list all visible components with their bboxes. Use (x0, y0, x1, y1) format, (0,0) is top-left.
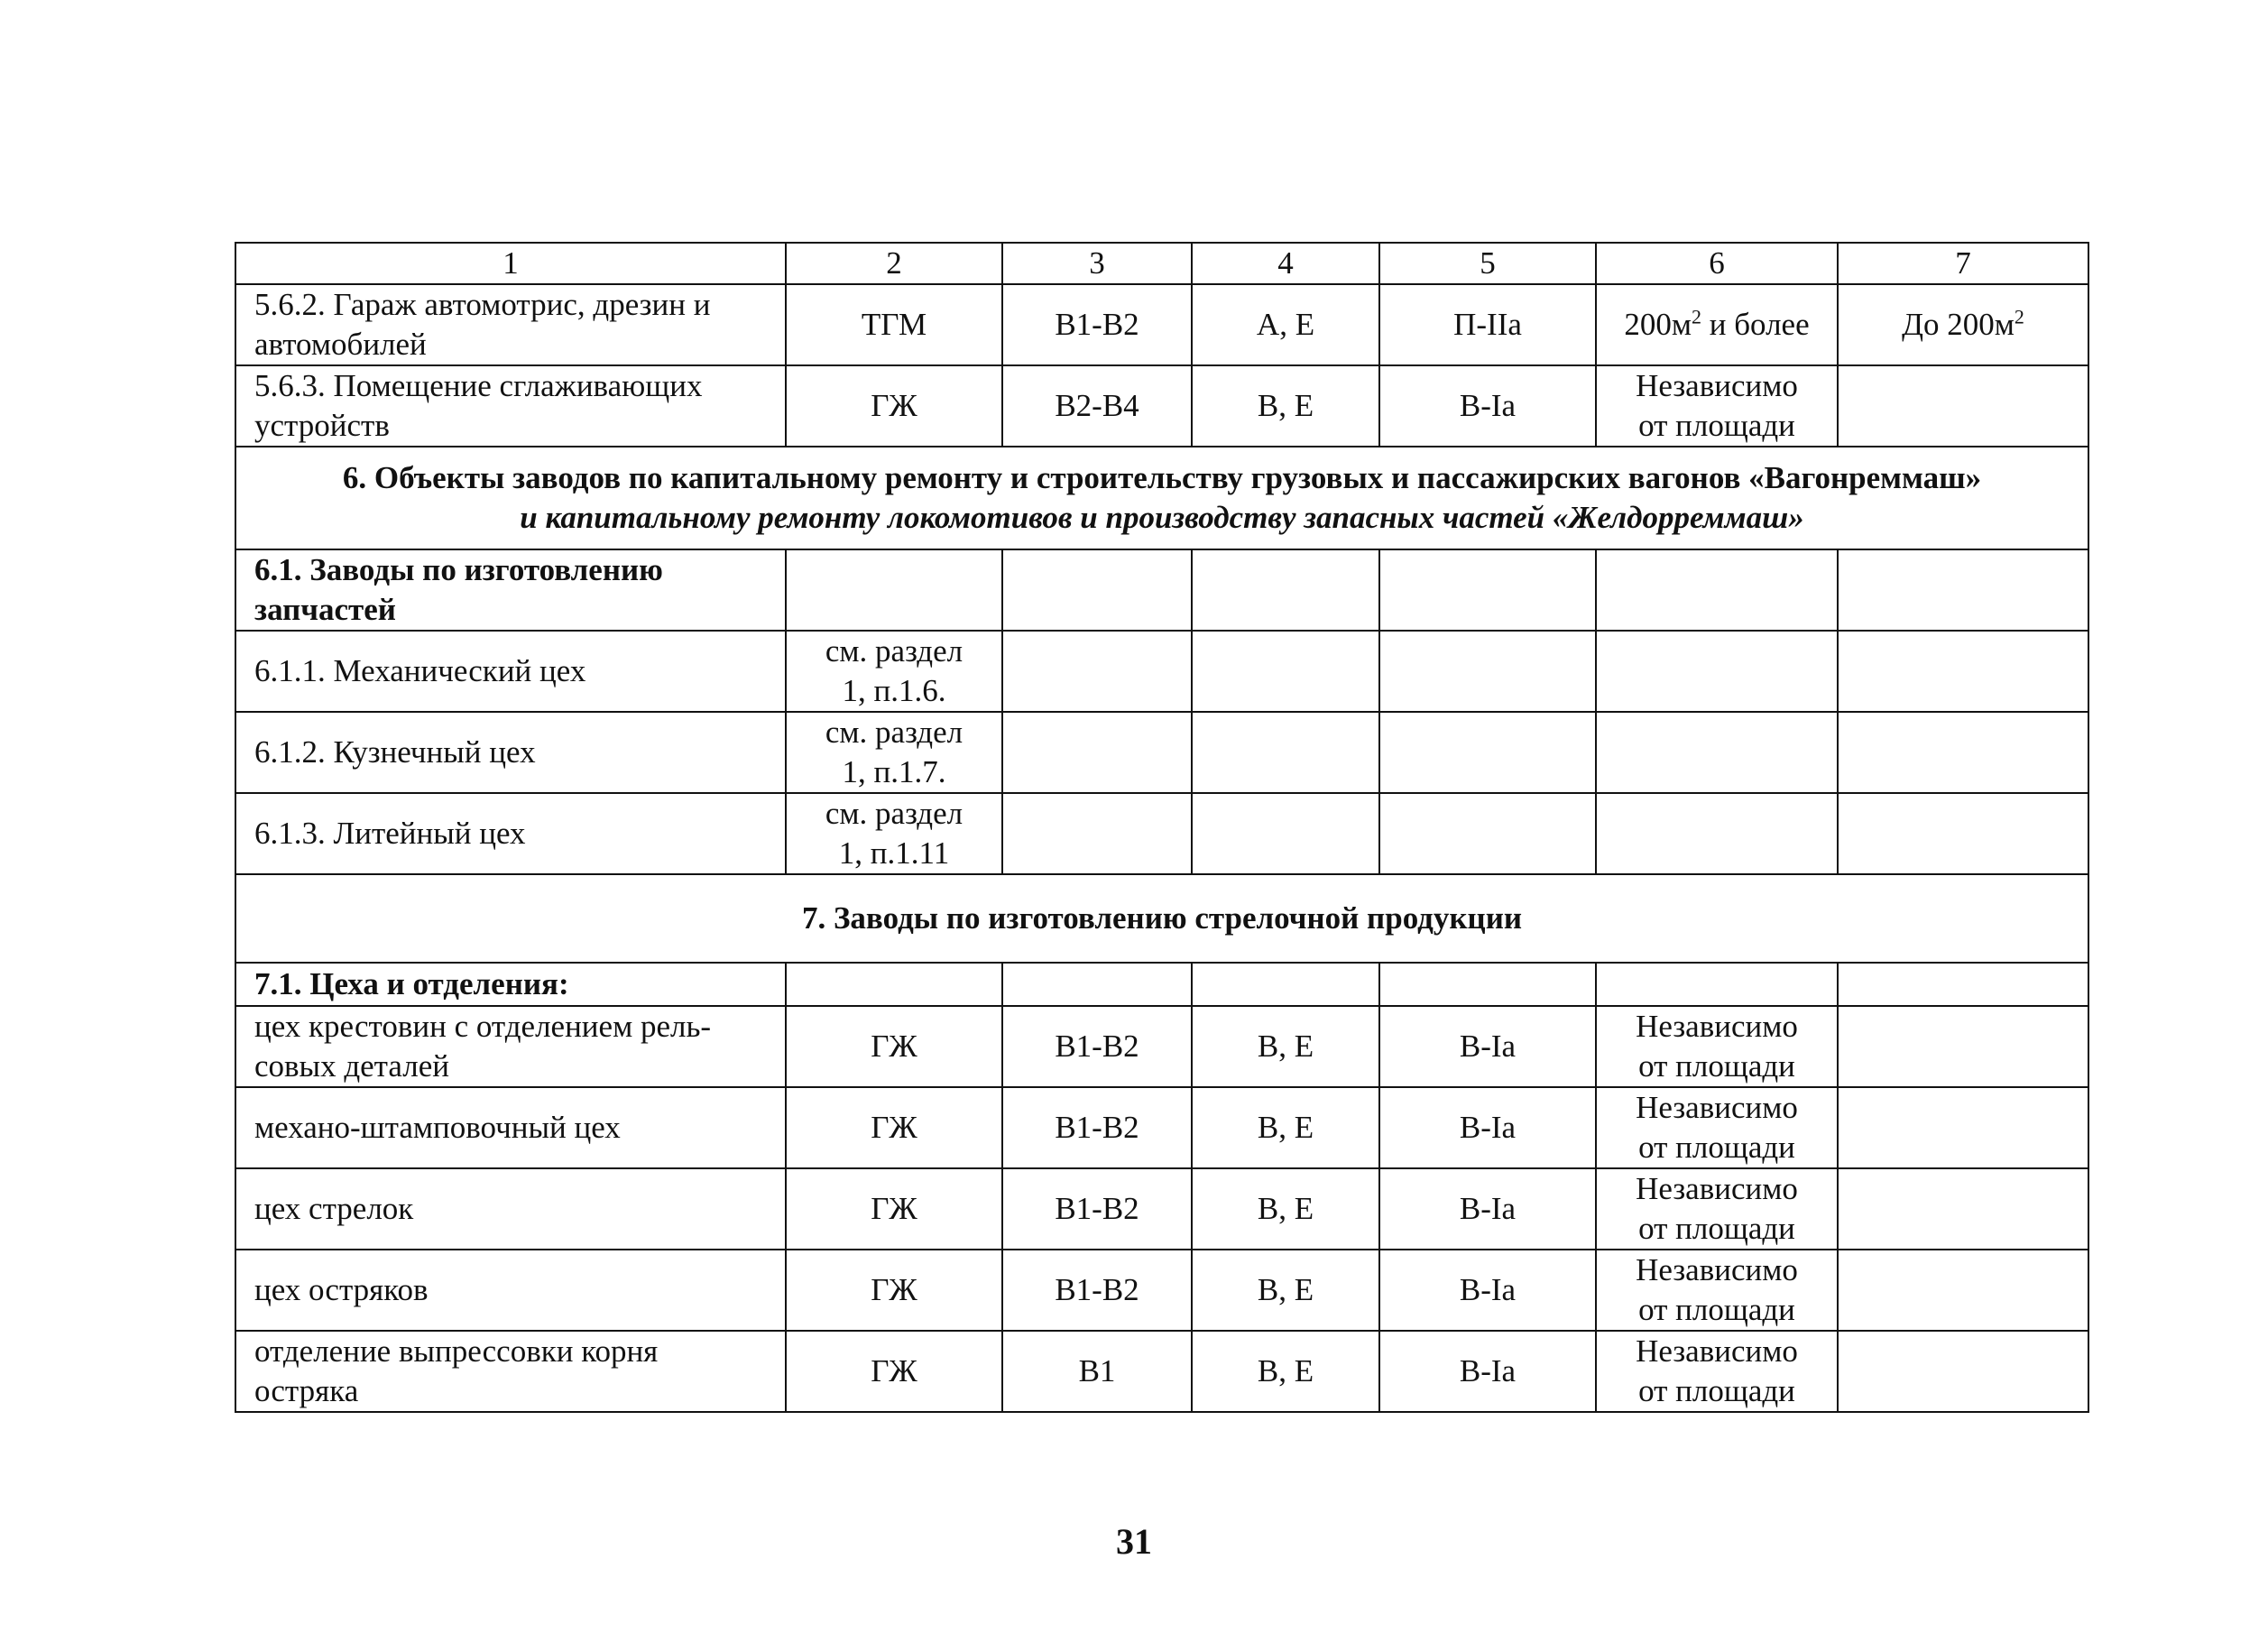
cell-c4: В, Е (1192, 1006, 1379, 1087)
cell-c5: П-IIа (1379, 284, 1596, 365)
cell-c4: В, Е (1192, 1087, 1379, 1168)
empty-cell (1838, 549, 2088, 631)
subsection-row (235, 549, 2088, 631)
empty-cell (1192, 549, 1379, 631)
section-heading-row (235, 447, 2088, 549)
empty-cell (1596, 712, 1838, 793)
empty-cell (1379, 793, 1596, 874)
object-name-cell: 5.6.3. Помещение сглаживающих устройств (235, 365, 786, 447)
cell-c5: В-Iа (1379, 1250, 1596, 1331)
cell-c2: ГЖ (786, 1087, 1002, 1168)
object-name-cell: 6.1.2. Кузнечный цех (235, 712, 786, 793)
column-number: 1 (235, 243, 786, 284)
cell-c6: $200м^2$ и более (1596, 284, 1838, 365)
cell-c2: ГЖ (786, 1168, 1002, 1250)
cell-c2: ГЖ (786, 1006, 1002, 1087)
empty-cell (1002, 631, 1192, 712)
object-name-cell: цех остряков (235, 1250, 786, 1331)
cell-c2: ТГМ (786, 284, 1002, 365)
table-row (235, 365, 2088, 447)
empty-cell (1192, 631, 1379, 712)
section-heading-row (235, 874, 2088, 963)
cell-c2: ГЖ (786, 1250, 1002, 1331)
empty-cell (1379, 631, 1596, 712)
object-name-cell: 5.6.2. Гараж автомотрис, дрезин и автомобилей (235, 284, 786, 365)
empty-cell (1838, 631, 2088, 712)
section-reference-cell: см. раздел 1, п.1.7. (786, 712, 1002, 793)
object-name-cell: механо-штамповочный цех (235, 1087, 786, 1168)
table-row (235, 712, 2088, 793)
column-number: 7 (1838, 243, 2088, 284)
empty-cell (1596, 963, 1838, 1006)
cell-c3: В1-В2 (1002, 1168, 1192, 1250)
section-reference-cell: см. раздел 1, п.1.11 (786, 793, 1002, 874)
cell-c4: В, Е (1192, 1331, 1379, 1412)
table-row (235, 1087, 2088, 1168)
section-7-heading: 7. Заводы по изготовлению стрелочной продукции (235, 874, 2088, 963)
object-name-cell: 6.1.3. Литейный цех (235, 793, 786, 874)
object-name-cell: цех стрелок (235, 1168, 786, 1250)
cell-c3: В1-В2 (1002, 1250, 1192, 1331)
column-number-row (235, 243, 2088, 284)
cell-c6: Независимо от площади (1596, 1331, 1838, 1412)
subsection-7-1-heading: 7.1. Цеха и отделения: (235, 963, 786, 1006)
table-row (235, 793, 2088, 874)
cell-c3: В1-В2 (1002, 284, 1192, 365)
section-6-heading: 6. Объекты заводов по капитальному ремонту и строительству грузовых и пассажирских вагонов «Вагонреммаш» и капитальному ремонту локомотивов и производству запасных частей «Желдорреммаш» (235, 447, 2088, 549)
empty-cell (1596, 793, 1838, 874)
cell-c5: В-Iа (1379, 1087, 1596, 1168)
cell-c3: В1-В2 (1002, 1087, 1192, 1168)
empty-cell (1379, 712, 1596, 793)
empty-cell (1596, 549, 1838, 631)
cell-c7: До $200м^2$ (1838, 284, 2088, 365)
cell-c7 (1838, 365, 2088, 447)
subsection-row (235, 963, 2088, 1006)
table-row (235, 1331, 2088, 1412)
column-number: 5 (1379, 243, 1596, 284)
cell-c5: В-Iа (1379, 1331, 1596, 1412)
cell-c4: В, Е (1192, 1168, 1379, 1250)
empty-cell (786, 549, 1002, 631)
table-row (235, 1006, 2088, 1087)
empty-cell (1838, 1250, 2088, 1331)
cell-c3: В2-В4 (1002, 365, 1192, 447)
empty-cell (1596, 631, 1838, 712)
cell-c6: Независимо от площади (1596, 1250, 1838, 1331)
cell-c6: Независимо от площади (1596, 365, 1838, 447)
empty-cell (1838, 1087, 2088, 1168)
table-row (235, 1168, 2088, 1250)
cell-c3: В1 (1002, 1331, 1192, 1412)
page-number: 31 (1116, 1521, 1152, 1562)
empty-cell (1192, 793, 1379, 874)
empty-cell (1379, 549, 1596, 631)
table-row (235, 284, 2088, 365)
column-number: 3 (1002, 243, 1192, 284)
subsection-6-1-heading: 6.1. Заводы по изготовлению запчастей (235, 549, 786, 631)
cell-c2: ГЖ (786, 365, 1002, 447)
cell-c4: А, Е (1192, 284, 1379, 365)
cell-c4: В, Е (1192, 1250, 1379, 1331)
empty-cell (1838, 793, 2088, 874)
empty-cell (1838, 1331, 2088, 1412)
table-row (235, 631, 2088, 712)
column-number: 4 (1192, 243, 1379, 284)
empty-cell (1002, 549, 1192, 631)
requirements-table (235, 242, 2089, 1413)
cell-c6: Независимо от площади (1596, 1168, 1838, 1250)
cell-c3: В1-В2 (1002, 1006, 1192, 1087)
cell-c2: ГЖ (786, 1331, 1002, 1412)
column-number: 6 (1596, 243, 1838, 284)
empty-cell (1192, 712, 1379, 793)
empty-cell (1838, 712, 2088, 793)
empty-cell (786, 963, 1002, 1006)
cell-c4: В, Е (1192, 365, 1379, 447)
empty-cell (1379, 963, 1596, 1006)
cell-c5: В-Iа (1379, 365, 1596, 447)
object-name-cell: отделение выпрессовки корня остряка (235, 1331, 786, 1412)
object-name-cell: цех крестовин с отделением рель- совых деталей (235, 1006, 786, 1087)
empty-cell (1192, 963, 1379, 1006)
object-name-cell: 6.1.1. Механический цех (235, 631, 786, 712)
empty-cell (1002, 793, 1192, 874)
table-row (235, 1250, 2088, 1331)
cell-c6: Независимо от площади (1596, 1087, 1838, 1168)
empty-cell (1002, 963, 1192, 1006)
empty-cell (1838, 1006, 2088, 1087)
cell-c6: Независимо от площади (1596, 1006, 1838, 1087)
cell-c5: В-Iа (1379, 1168, 1596, 1250)
empty-cell (1002, 712, 1192, 793)
cell-c5: В-Iа (1379, 1006, 1596, 1087)
column-number: 2 (786, 243, 1002, 284)
empty-cell (1838, 963, 2088, 1006)
empty-cell (1838, 1168, 2088, 1250)
section-reference-cell: см. раздел 1, п.1.6. (786, 631, 1002, 712)
